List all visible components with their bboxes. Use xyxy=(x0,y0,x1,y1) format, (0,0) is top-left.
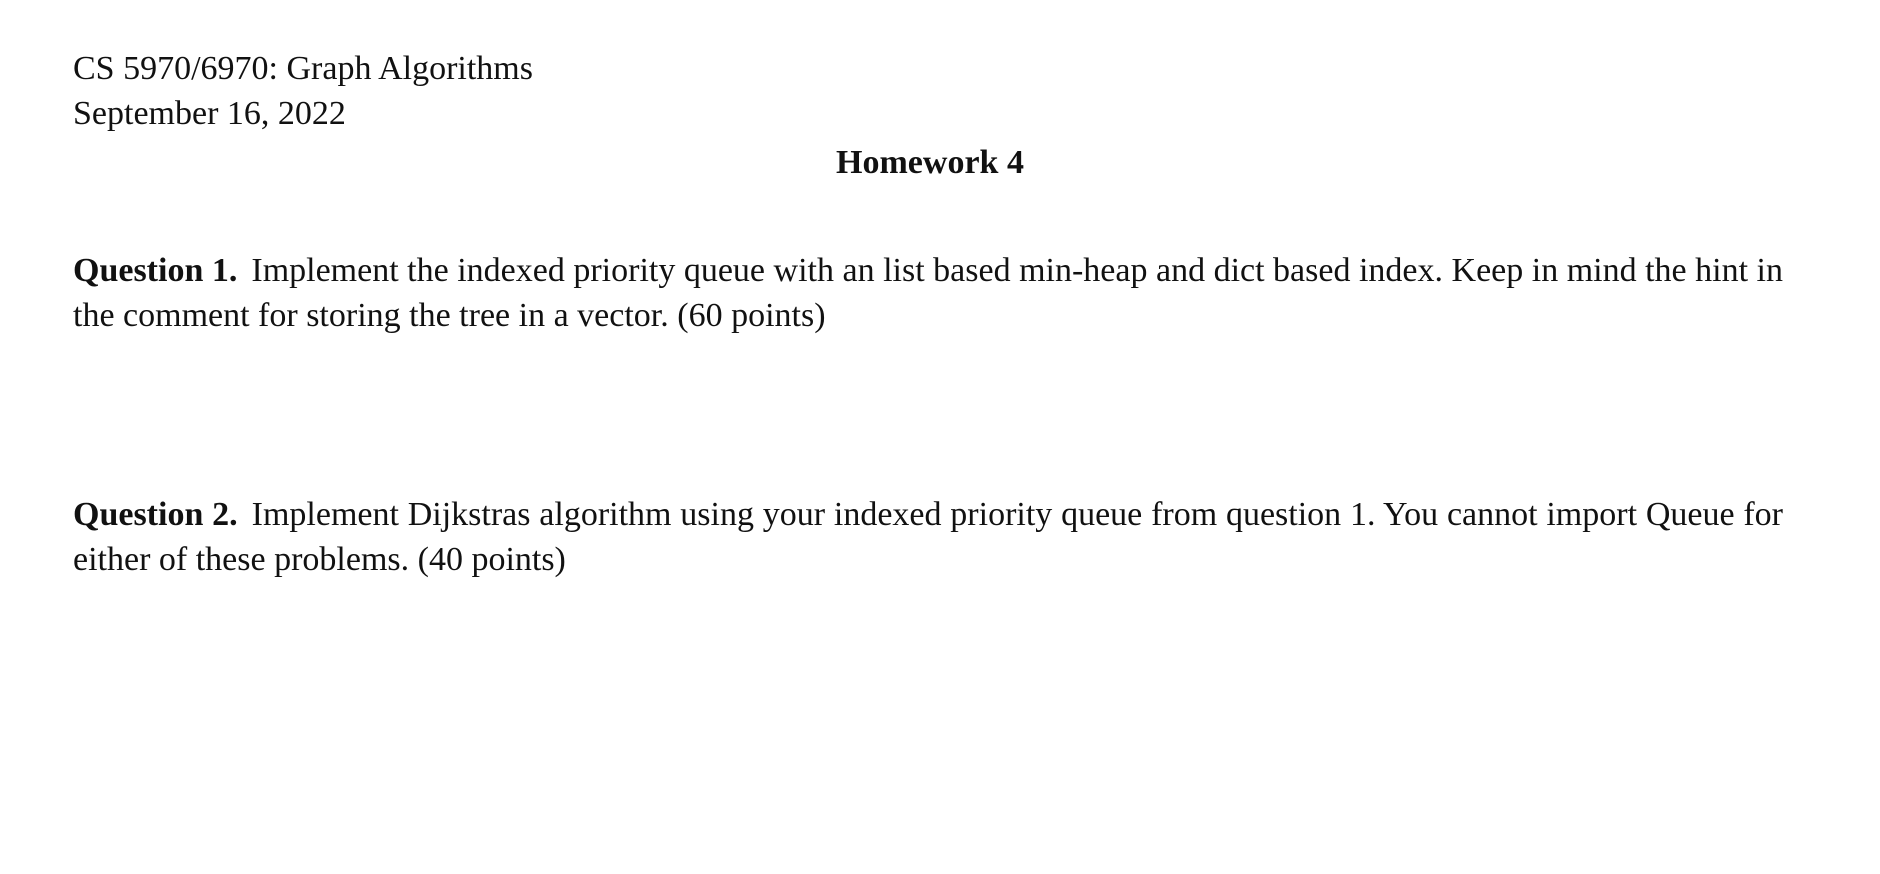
question-2-label: Question 2. xyxy=(73,496,238,533)
question-2 xyxy=(73,492,1783,582)
question-1 xyxy=(73,248,1783,338)
homework-title: Homework 4 xyxy=(836,144,1024,181)
course-title: CS 5970/6970: Graph Algorithms xyxy=(73,50,533,87)
document-header xyxy=(73,46,533,136)
question-2-text: Implement Dijkstras algorithm using your indexed priority queue from question 1. You cannot import Queue for either of these problems. (40 points) xyxy=(73,496,1783,578)
question-1-text: Implement the indexed priority queue with an list based min-heap and dict based index. Keep in mind the hint in the comment for storing the tree in a vector. (60 points) xyxy=(73,252,1784,334)
question-1-label: Question 1. xyxy=(73,252,238,289)
document-date: September 16, 2022 xyxy=(73,95,346,132)
